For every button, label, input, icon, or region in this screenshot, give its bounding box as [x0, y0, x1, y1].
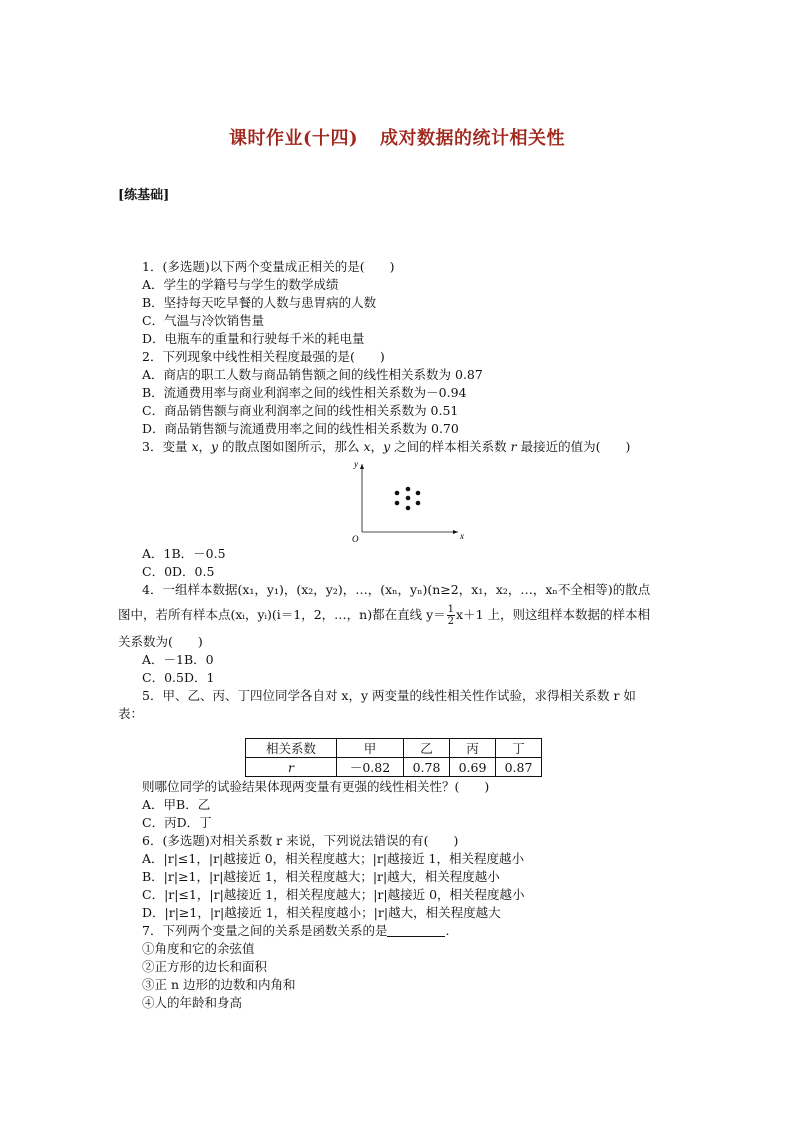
table-cell: －0.82	[337, 758, 404, 777]
question-7-item-3: ③正 n 边形的边数和内角和	[142, 977, 296, 992]
y-axis-label: y	[354, 459, 358, 469]
scatter-plot	[350, 458, 470, 544]
question-7-item-1: ①角度和它的余弦值	[142, 941, 255, 956]
question-2-option-b: B．流通费用率与商业利润率之间的线性相关系数为－0.94	[142, 385, 467, 400]
question-2-stem: 2．下列现象中线性相关程度最强的是( )	[142, 349, 385, 364]
question-6-option-b: B．|r|≥1，|r|越接近 1，相关程度越大；|r|越大，相关程度越小	[142, 869, 500, 884]
table-cell: 0.87	[496, 758, 542, 777]
table-cell: 0.78	[404, 758, 450, 777]
table-cell: 0.69	[450, 758, 496, 777]
question-5-options-cd: C．丙D．丁	[142, 815, 212, 830]
origin-label: O	[352, 534, 359, 544]
question-1-stem: 1．(多选题)以下两个变量成正相关的是( )	[142, 259, 395, 274]
question-5-line-2: 表：	[118, 706, 144, 721]
question-4-line-2: 图中，若所有样本点(xᵢ，yᵢ)(i＝1，2，…，n)都在直线 y＝ $\frac{1}{2}$ x＋1 上，则这组样本数据的样本相	[118, 604, 650, 627]
y-axis-arrow	[360, 464, 364, 469]
table-header-cell: 丙	[450, 739, 496, 758]
question-1-option-c: C．气温与冷饮销售量	[142, 313, 265, 328]
scatter-point	[395, 491, 400, 496]
scatter-point	[416, 501, 421, 506]
question-1-option-b: B．坚持每天吃早餐的人数与患胃病的人数	[142, 295, 377, 310]
fraction: $\frac{1}{2}$	[447, 604, 455, 627]
question-4-line-3: 关系数为( )	[118, 634, 203, 649]
scatter-point	[395, 501, 400, 506]
section-label: [练基础]	[118, 188, 170, 203]
scatter-point	[416, 491, 421, 496]
question-3-options-ab: A．1B．－0.5	[142, 546, 226, 561]
question-7-item-2: ②正方形的边长和面积	[142, 959, 268, 974]
question-4-line-1: 4．一组样本数据(x₁，y₁)，(x₂，y₂)，…，(xₙ，yₙ)(n≥2，x₁，x₂，…，xₙ不全相等)的散点	[142, 582, 651, 597]
scatter-point	[406, 496, 411, 501]
table-cell: r	[246, 758, 337, 777]
question-3-options-cd: C．0D．0.5	[142, 564, 215, 579]
question-6-option-a: A．|r|≤1，|r|越接近 0，相关程度越大；|r|越接近 1，相关程度越小	[142, 851, 525, 866]
table-row	[246, 739, 542, 758]
question-2-option-c: C．商品销售额与商业利润率之间的线性相关系数为 0.51	[142, 403, 459, 418]
scatter-point	[406, 487, 411, 492]
correlation-table	[245, 738, 542, 777]
question-6-option-d: D．|r|≥1，|r|越接近 1，相关程度越小；|r|越大，相关程度越大	[142, 905, 501, 920]
question-2-option-d: D．商品销售额与流通费用率之间的线性相关系数为 0.70	[142, 421, 459, 436]
table-row	[246, 758, 542, 777]
table-header-cell: 乙	[404, 739, 450, 758]
question-5-stem: 则哪位同学的试验结果体现两变量有更强的线性相关性？( )	[142, 779, 490, 794]
question-5-options-ab: A．甲B．乙	[142, 797, 211, 812]
x-axis-label: x	[460, 531, 464, 541]
table-header-cell: 甲	[337, 739, 404, 758]
scatter-point	[406, 506, 411, 511]
question-1-option-a: A．学生的学籍号与学生的数学成绩	[142, 277, 339, 292]
question-6-option-c: C．|r|≤1，|r|越接近 1，相关程度越大；|r|越接近 0，相关程度越小	[142, 887, 525, 902]
page-title: 课时作业(十四) 成对数据的统计相关性	[228, 128, 566, 149]
question-4-options-cd: C．0.5D．1	[142, 670, 215, 685]
question-7-item-4: ④人的年龄和身高	[142, 995, 243, 1010]
table-header-cell: 相关系数	[246, 739, 337, 758]
answer-blank[interactable]	[387, 924, 445, 937]
question-2-option-a: A．商店的职工人数与商品销售额之间的线性相关系数为 0.87	[142, 367, 483, 382]
question-4-options-ab: A．－1B．0	[142, 652, 214, 667]
question-3-stem: 3．变量 x，y 的散点图如图所示，那么 x，y 之间的样本相关系数 r 最接近的值为( )	[142, 439, 631, 454]
question-6-stem: 6．(多选题)对相关系数 r 来说，下列说法错误的有( )	[142, 833, 459, 848]
table-header-cell: 丁	[496, 739, 542, 758]
question-7-stem: 7．下列两个变量之间的关系是函数关系的是 .	[142, 923, 450, 938]
x-axis-arrow	[453, 530, 458, 534]
question-5-line-1: 5．甲、乙、丙、丁四位同学各自对 x，y 两变量的线性相关性作试验，求得相关系数 r 如	[142, 688, 636, 703]
question-1-option-d: D．电瓶车的重量和行驶每千米的耗电量	[142, 331, 365, 346]
